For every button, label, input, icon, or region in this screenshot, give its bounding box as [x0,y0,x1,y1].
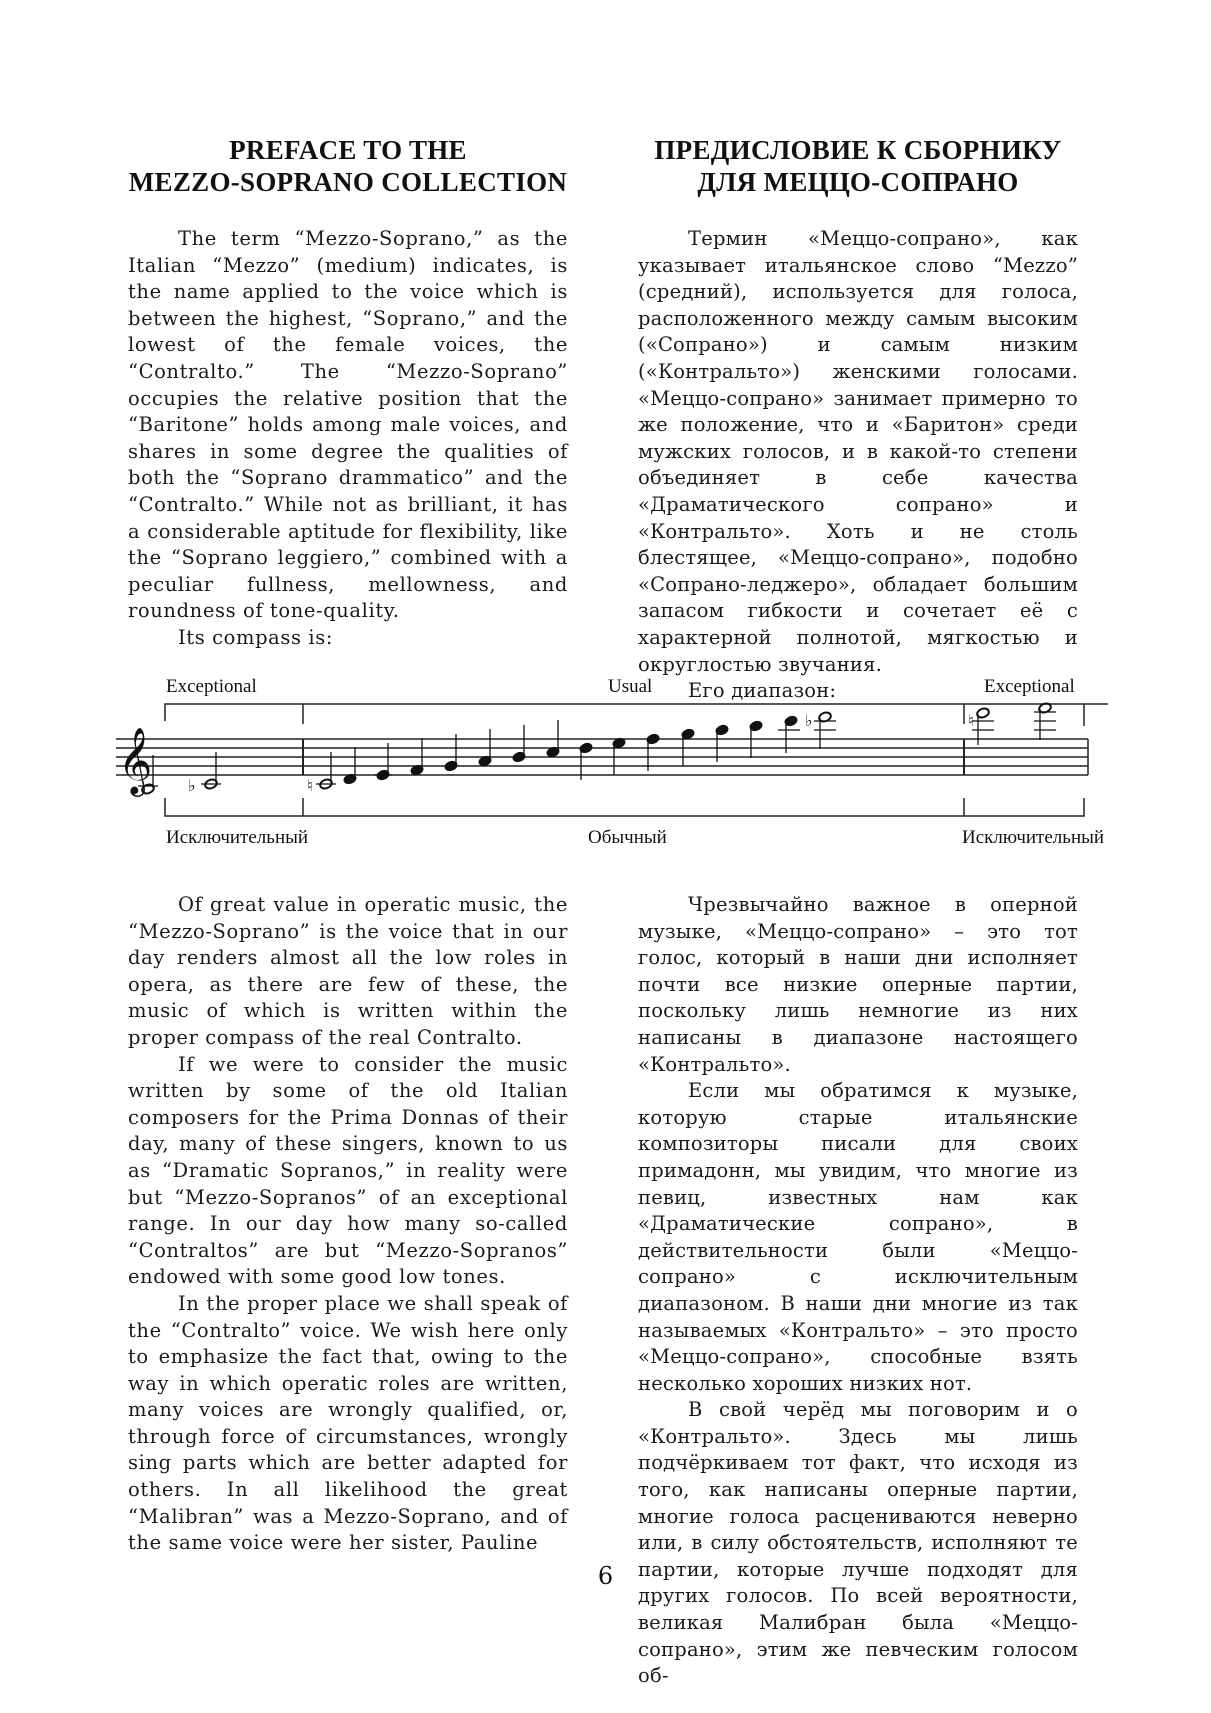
english-intro [128,226,568,652]
label-exceptional-low: Exceptional [166,676,257,697]
svg-text:𝄞: 𝄞 [118,726,153,794]
vocal-range-figure [108,668,1108,858]
english-body [128,892,568,1557]
russian-paragraph-2: Если мы обратимся к музыке, которую старые итальянские композиторы писали для своих примадонн, мы увидим, что многие из певиц, известных нам как «Драматические сопрано», в действительности были «Меццо-сопрано» с исключительным диапазоном. В наши дни многие из так называемых «Контральто» – это просто «Меццо-сопрано», способные взять несколько хороших низких нот. [638,1079,1078,1395]
label-exceptional-high-ru: Исключительный [962,827,1105,848]
english-title [128,134,568,198]
english-paragraph-3: In the proper place we shall speak of the “Contralto” voice. We wish here only to emphasize the fact that, owing to the way in which operatic roles are written, many voices are wrongly qualified, or, through force of circumstances, wrongly sing parts which are better adapted for others. In all likelihood the great “Malibran” was a Mezzo-Soprano, and of the same voice were her sister, Pauline [128,1291,568,1555]
label-usual-ru: Обычный [588,827,667,848]
russian-paragraph-1: Чрезвычайно важное в оперной музыке, «Меццо-сопрано» – это тот голос, который в наши дни исполняет почти все низкие оперные партии, поскольку лишь немногие из них написаны в диапазоне настоящего «Контральто». [638,893,1078,1076]
english-title-line2: MEZZO-SOPRANO COLLECTION [128,167,568,197]
russian-title-line1: ПРЕДИСЛОВИЕ К СБОРНИКУ [654,135,1062,165]
label-usual: Usual [608,676,653,697]
english-paragraph-1: Of great value in operatic music, the “Mezzo-Soprano” is the voice that in our day renders almost all the low roles in opera, as there are few of these, the music of which is written within the proper compass of the real Contralto. [128,893,568,1049]
russian-intro [638,226,1078,705]
russian-intro-paragraph: Термин «Меццо-сопрано», как указывает итальянское слово “Mezzo” (средний), используется для голоса, расположенного между самым высоким («Сопрано») и самым низким («Контральто») женскими голосами. «Меццо-сопрано» занимает примерно то же положение, что и «Баритон» среди мужских голосов, и в какой-то степени объединяет в себе качества «Драматического сопрано» и «Контральто». Хоть и не столь блестящее, «Меццо-сопрано», подобно «Сопрано-леджеро», обладает большим запасом гибкости и сочетает её с характерной полнотой, мягкостью и округлостью звучания. [638,227,1078,676]
label-exceptional-high: Exceptional [984,676,1075,697]
label-exceptional-low-ru: Исключительный [166,827,309,848]
page-number: 6 [597,1562,614,1590]
english-title-line1: PREFACE TO THE [229,135,467,165]
russian-title-line2: ДЛЯ МЕЦЦО-СОПРАНО [697,167,1019,197]
english-compass-intro: Its compass is: [178,625,334,649]
music-staff [108,668,1108,828]
english-intro-paragraph: The term “Mezzo-Soprano,” as the Italian “Mezzo” (medium) indicates, is the name applied to the voice which is between the highest, “Soprano,” and the lowest of the female voices, the “Contralto.” The “Mezzo-Soprano” occupies the relative position that the “Baritone” holds among male voices, and shares in some degree the qualities of both the “Soprano drammatico” and the “Contralto.” While not as brilliant, it has a considerable aptitude for flexibility, like the “Soprano leggiero,” combined with a peculiar fullness, mellowness, and roundness of tone-quality. [128,227,568,623]
english-paragraph-2: If we were to consider the music written by some of the old Italian composers for the Prima Donnas of their day, many of these singers, known to us as “Dramatic Sopranos,” in reality were but “Mezzo-Sopranos” of an exceptional range. In our day how many so-called “Contraltos” are but “Mezzo-Sopranos” endowed with some good low tones. [128,1052,568,1289]
russian-paragraph-3: В свой черёд мы поговорим и о «Контральто». Здесь мы лишь подчёркиваем тот факт, что исходя из того, как написаны оперные партии, многие голоса расцениваются неверно или, в силу обстоятельств, исполняют те партии, которые лучше подходят для других голосов. По всей вероятности, великая Малибран была «Меццо-сопрано», этим же певческим голосом об- [638,1398,1078,1688]
russian-title [638,134,1078,198]
svg-text:♮: ♮ [307,776,313,795]
svg-text:♭: ♭ [805,711,813,730]
russian-compass-intro: Его диапазон: [688,679,837,703]
svg-text:♮: ♮ [968,711,974,730]
svg-text:♭: ♭ [188,776,196,795]
